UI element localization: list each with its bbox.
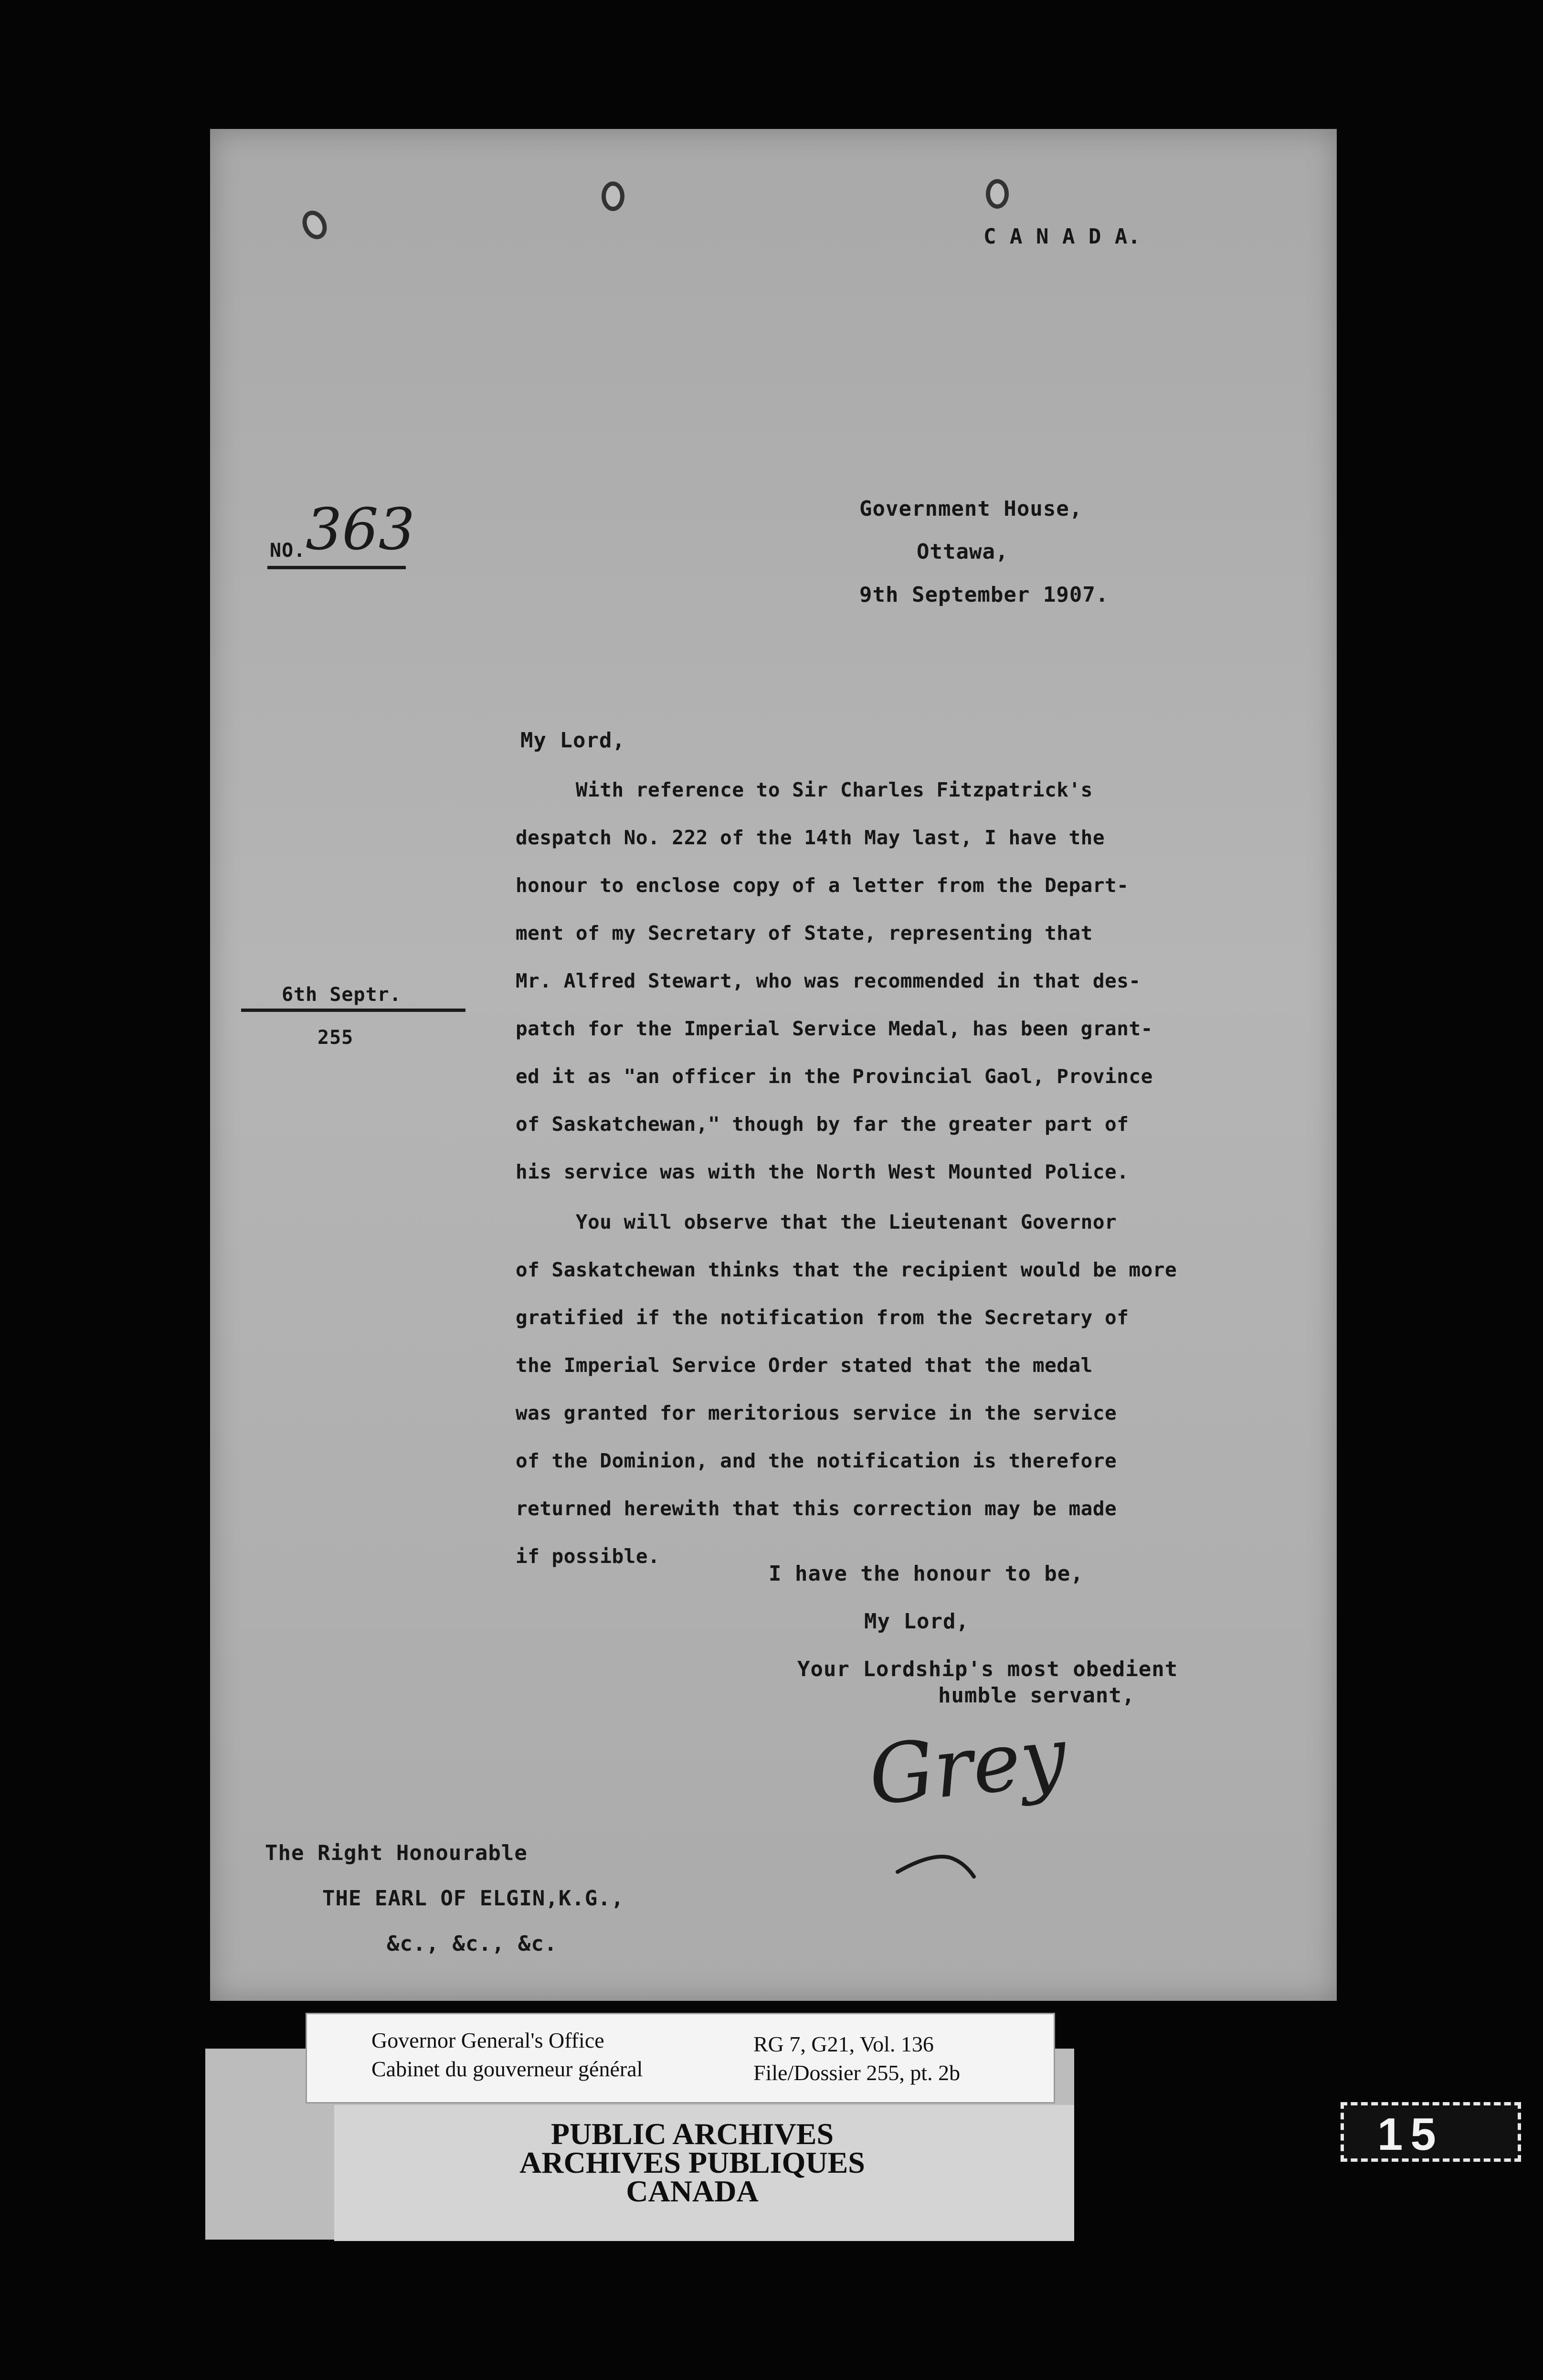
body-line: You will observe that the Lieutenant Governor — [516, 1211, 1117, 1233]
signature: Grey — [864, 1709, 1071, 1824]
signature-flourish — [893, 1838, 988, 1881]
body-line: of Saskatchewan thinks that the recipient would be more — [516, 1258, 1177, 1281]
closing-line: I have the honour to be, — [769, 1562, 1084, 1586]
despatch-number-prefix: NO. — [270, 540, 306, 562]
closing-line: My Lord, — [864, 1609, 969, 1634]
country-heading: C A N A D A. — [983, 224, 1141, 249]
body-line: With reference to Sir Charles Fitzpatrick's — [516, 778, 1093, 801]
archive-reference: RG 7, G21, Vol. 136 — [753, 2032, 934, 2056]
salutation: My Lord, — [520, 728, 625, 753]
body-line: ment of my Secretary of State, representing that — [516, 922, 1093, 945]
closing-line: humble servant, — [938, 1683, 1135, 1708]
recipient-line: &c., &c., &c. — [387, 1932, 558, 1956]
body-line: honour to enclose copy of a letter from the Depart- — [516, 874, 1129, 897]
archives-stamp-line: PUBLIC ARCHIVES — [550, 2117, 834, 2151]
archives-stamp-line: CANADA — [626, 2174, 759, 2208]
body-line: ed it as "an officer in the Provincial Gaol, Province — [516, 1065, 1153, 1088]
archive-label — [306, 2013, 1055, 2104]
archive-file: File/Dossier 255, pt. 2b — [753, 2061, 961, 2085]
body-line: the Imperial Service Order stated that the medal — [516, 1354, 1093, 1377]
address-date: 9th September 1907. — [859, 583, 1109, 607]
frame-counter — [1341, 2102, 1521, 2162]
marginal-ref: 255 — [317, 1027, 354, 1049]
marginal-date: 6th Septr. — [282, 984, 402, 1006]
recipient-line: The Right Honourable — [265, 1841, 528, 1865]
recipient-line: THE EARL OF ELGIN,K.G., — [322, 1886, 624, 1911]
body-line: of the Dominion, and the notification is therefore — [516, 1449, 1117, 1472]
body-line: his service was with the North West Mounted Police. — [516, 1160, 1129, 1183]
body-line: returned herewith that this correction may be made — [516, 1497, 1117, 1520]
office-english: Governor General's Office — [371, 2028, 604, 2052]
office-french: Cabinet du gouverneur général — [371, 2057, 643, 2081]
frame-number: 15 — [1377, 2109, 1444, 2160]
archives-stamp-line: ARCHIVES PUBLIQUES — [519, 2146, 865, 2179]
number-underline — [267, 566, 406, 569]
body-line: if possible. — [516, 1545, 660, 1568]
address-line: Government House, — [859, 497, 1083, 521]
body-line: gratified if the notification from the Secretary of — [516, 1306, 1129, 1329]
address-line: Ottawa, — [917, 540, 1009, 564]
closing-line: Your Lordship's most obedient — [797, 1657, 1178, 1681]
letter-page — [210, 129, 1337, 2001]
body-line: patch for the Imperial Service Medal, has been grant- — [516, 1017, 1153, 1040]
punch-hole — [602, 181, 624, 211]
marginal-underline — [241, 1009, 465, 1012]
punch-hole — [986, 179, 1009, 209]
body-line: of Saskatchewan," though by far the greater part of — [516, 1113, 1129, 1136]
body-line: despatch No. 222 of the 14th May last, I have the — [516, 826, 1105, 849]
despatch-number: 363 — [306, 497, 415, 563]
body-line: was granted for meritorious service in the service — [516, 1402, 1117, 1424]
body-line: Mr. Alfred Stewart, who was recommended in that des- — [516, 969, 1141, 992]
punch-hole — [298, 207, 331, 243]
